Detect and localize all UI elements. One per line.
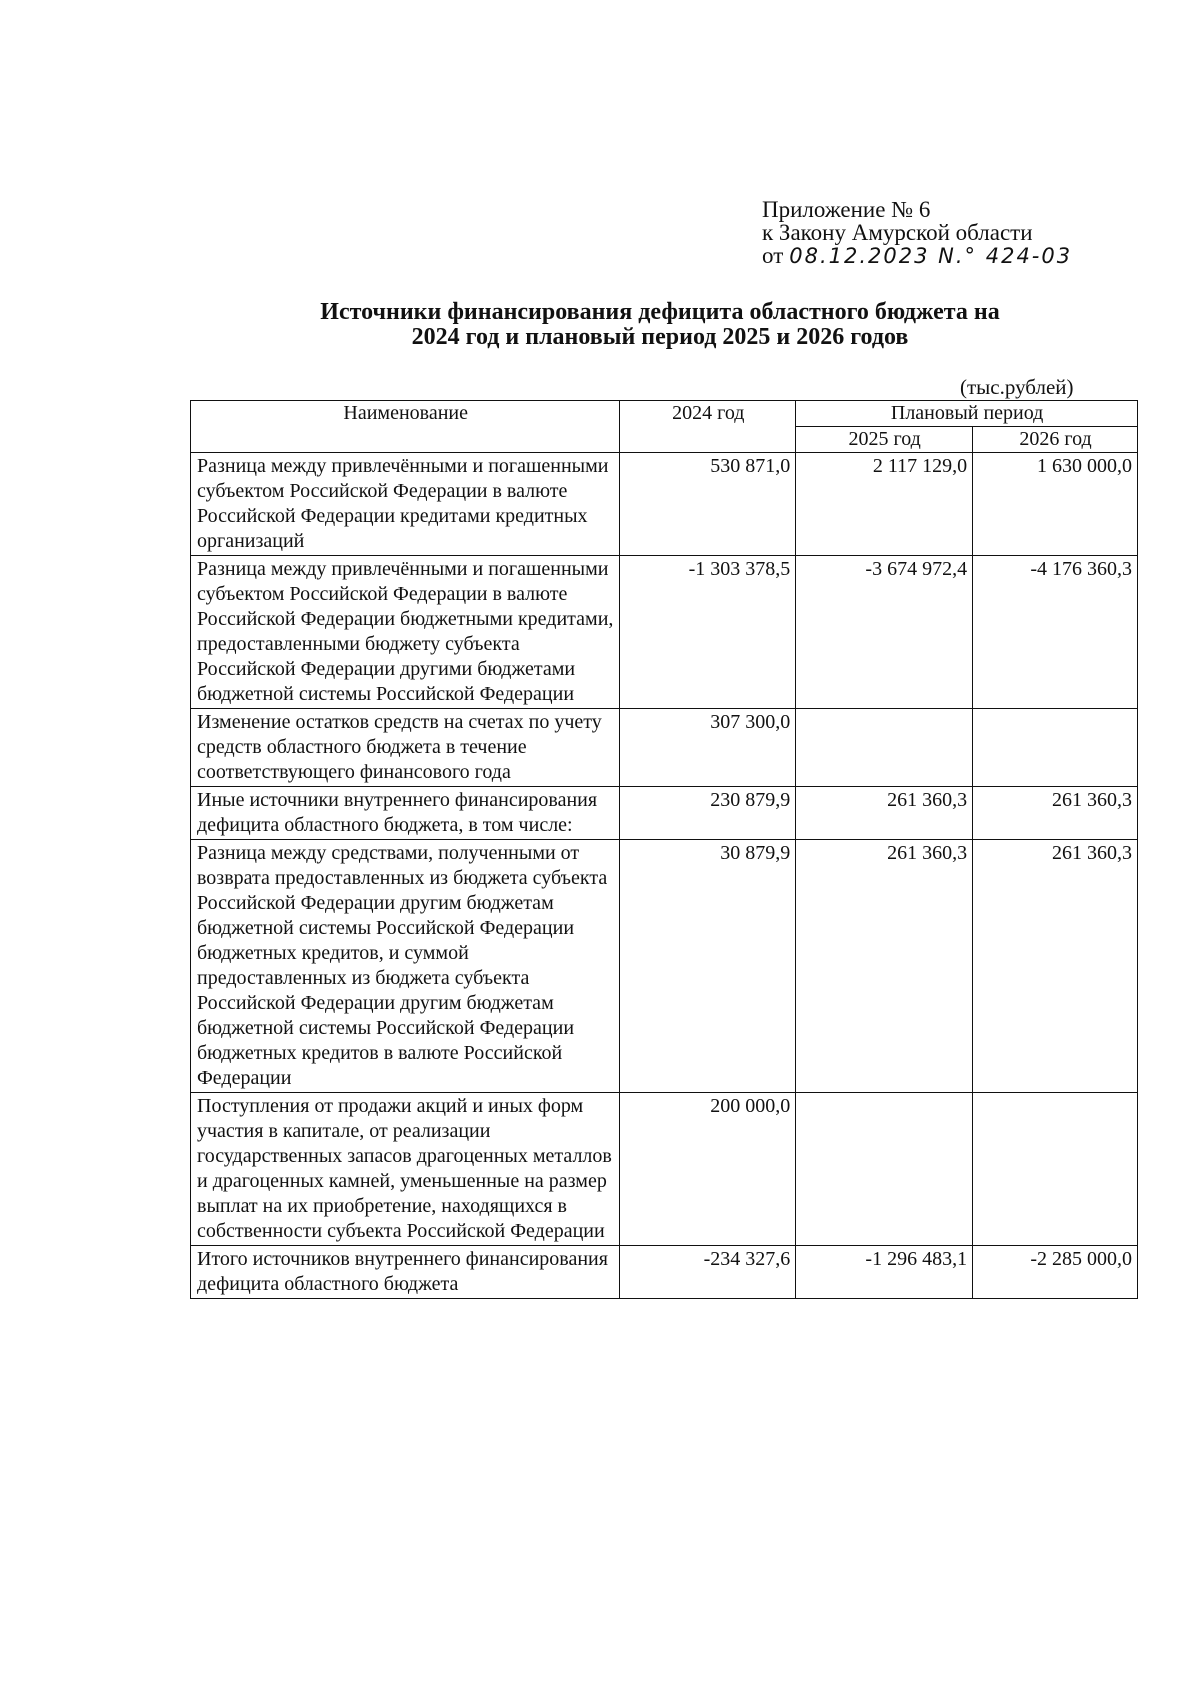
table-row — [191, 709, 1138, 787]
row-value-2025: 2 117 129,0 — [796, 453, 973, 556]
header-2025: 2025 год — [796, 427, 973, 453]
row-value-2026: 261 360,3 — [973, 840, 1138, 1093]
row-value-2026: -2 285 000,0 — [973, 1246, 1138, 1299]
row-value-2024: -234 327,6 — [620, 1246, 796, 1299]
row-value-2026: -4 176 360,3 — [973, 556, 1138, 709]
row-value-2025: 261 360,3 — [796, 787, 973, 840]
row-value-2026 — [973, 709, 1138, 787]
row-name: Разница между привлечёнными и погашенными субъектом Российской Федерации в валюте Российской Федерации бюджетными кредитами, предоставленными бюджету субъекта Российской Федерации другими бюджетами бюджетной системы Российской Федерации — [191, 556, 620, 709]
units-label: (тыс.рублей) — [960, 375, 1074, 399]
row-value-2024: 307 300,0 — [620, 709, 796, 787]
appendix-date-prefix: от — [762, 243, 784, 268]
row-value-2025: -1 296 483,1 — [796, 1246, 973, 1299]
appendix-date-line — [762, 244, 1072, 268]
appendix-number: Приложение № 6 — [762, 197, 931, 222]
title-line-2: 2024 год и плановый период 2025 и 2026 годов — [411, 324, 909, 350]
row-value-2024: 200 000,0 — [620, 1093, 796, 1246]
header-2024: 2024 год — [620, 401, 796, 453]
header-planned-period: Плановый период — [796, 401, 1138, 427]
header-name: Наименование — [191, 401, 620, 453]
row-name: Изменение остатков средств на счетах по учету средств областного бюджета в течение соответствующего финансового года — [191, 709, 620, 787]
row-value-2026 — [973, 1093, 1138, 1246]
row-name: Разница между привлечёнными и погашенными субъектом Российской Федерации в валюте Российской Федерации кредитами кредитных организаций — [191, 453, 620, 556]
row-value-2025: -3 674 972,4 — [796, 556, 973, 709]
appendix-block — [762, 198, 1072, 268]
table-row — [191, 1093, 1138, 1246]
financing-sources-table — [190, 400, 1138, 1299]
row-value-2025 — [796, 709, 973, 787]
row-name: Итого источников внутреннего финансирования дефицита областного бюджета — [191, 1246, 620, 1299]
table-row — [191, 787, 1138, 840]
table-row — [191, 453, 1138, 556]
row-value-2024: 530 871,0 — [620, 453, 796, 556]
row-value-2024: -1 303 378,5 — [620, 556, 796, 709]
row-value-2026: 261 360,3 — [973, 787, 1138, 840]
row-name: Разница между средствами, полученными от возврата предоставленных из бюджета субъекта Российской Федерации другим бюджетам бюджетной системы Российской Федерации бюджетных кредитов, и суммой предоставленных из бюджета субъекта Российской Федерации другим бюджетам бюджетной системы Российской Федерации бюджетных кредитов в валюте Российской Федерации — [191, 840, 620, 1093]
row-name: Иные источники внутреннего финансирования дефицита областного бюджета, в том числе: — [191, 787, 620, 840]
table-row-total — [191, 1246, 1138, 1299]
table-row — [191, 556, 1138, 709]
row-value-2025 — [796, 1093, 973, 1246]
row-value-2024: 230 879,9 — [620, 787, 796, 840]
row-value-2026: 1 630 000,0 — [973, 453, 1138, 556]
header-row-1 — [191, 401, 1138, 427]
table-row — [191, 840, 1138, 1093]
title-line-1: Источники финансирования дефицита областного бюджета на — [320, 299, 1000, 325]
row-value-2025: 261 360,3 — [796, 840, 973, 1093]
appendix-law: к Закону Амурской области — [762, 220, 1033, 245]
document-title — [240, 300, 1080, 350]
handwritten-date-number: 08.12.2023 N.° 424-03 — [789, 244, 1073, 268]
row-value-2024: 30 879,9 — [620, 840, 796, 1093]
header-2026: 2026 год — [973, 427, 1138, 453]
row-name: Поступления от продажи акций и иных форм участия в капитале, от реализации государственных запасов драгоценных металлов и драгоценных камней, уменьшенные на размер выплат на их приобретение, находящихся в собственности субъекта Российской Федерации — [191, 1093, 620, 1246]
